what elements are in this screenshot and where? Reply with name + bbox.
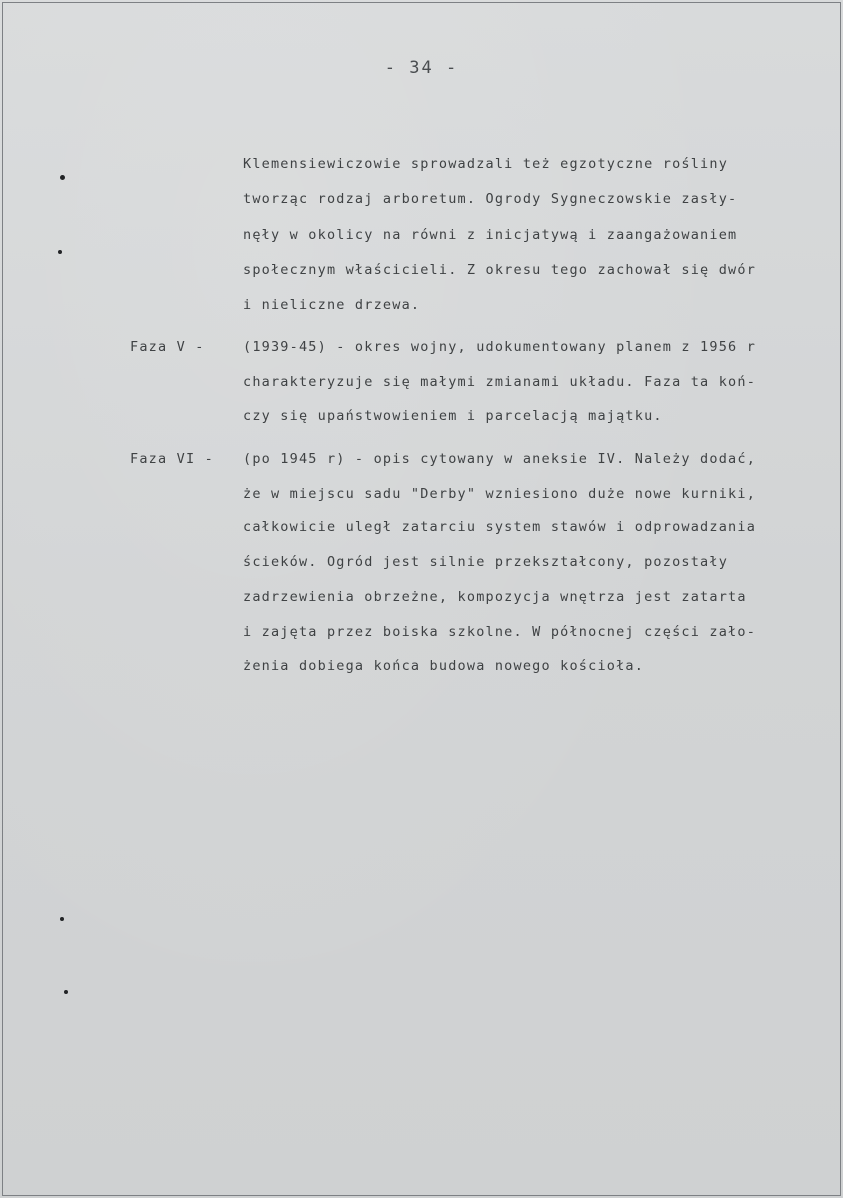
- paragraph-line: społecznym właścicieli. Z okresu tego zachował się dwór: [243, 262, 757, 278]
- paragraph-line: Klemensiewiczowie sprowadzali też egzotyczne rośliny: [243, 156, 729, 172]
- phase-vi-line: zadrzewienia obrzeżne, kompozycja wnętrza jest zatarta: [243, 589, 747, 605]
- phase-vi-line: całkowicie uległ zatarciu system stawów i odprowadzania: [243, 519, 757, 535]
- punch-hole-mark: [58, 250, 62, 254]
- phase-vi-line: ścieków. Ogród jest silnie przekształcony, pozostały: [243, 554, 729, 570]
- phase-vi-line: i zajęta przez boiska szkolne. W północnej części zało-: [243, 624, 757, 640]
- punch-hole-mark: [64, 990, 68, 994]
- phase-vi-line: żenia dobiega końca budowa nowego kościoła.: [243, 658, 645, 674]
- phase-v-line: (1939-45) - okres wojny, udokumentowany planem z 1956 r: [243, 339, 757, 355]
- phase-v-label: Faza V -: [130, 339, 205, 355]
- paragraph-line: tworząc rodzaj arboretum. Ogrody Sygneczowskie zasły-: [243, 191, 738, 207]
- phase-vi-label: Faza VI -: [130, 451, 214, 467]
- paragraph-line: i nieliczne drzewa.: [243, 297, 421, 313]
- phase-v-line: czy się upaństwowieniem i parcelacją majątku.: [243, 408, 663, 424]
- phase-vi-line: (po 1945 r) - opis cytowany w aneksie IV. Należy dodać,: [243, 451, 757, 467]
- punch-hole-mark: [60, 917, 64, 921]
- phase-v-line: charakteryzuje się małymi zmianami układu. Faza ta koń-: [243, 374, 757, 390]
- phase-vi-line: że w miejscu sadu "Derby" wzniesiono duże nowe kurniki,: [243, 486, 757, 502]
- punch-hole-mark: [60, 175, 65, 180]
- paragraph-line: nęły w okolicy na równi z inicjatywą i zaangażowaniem: [243, 227, 738, 243]
- page-number: - 34 -: [384, 58, 459, 78]
